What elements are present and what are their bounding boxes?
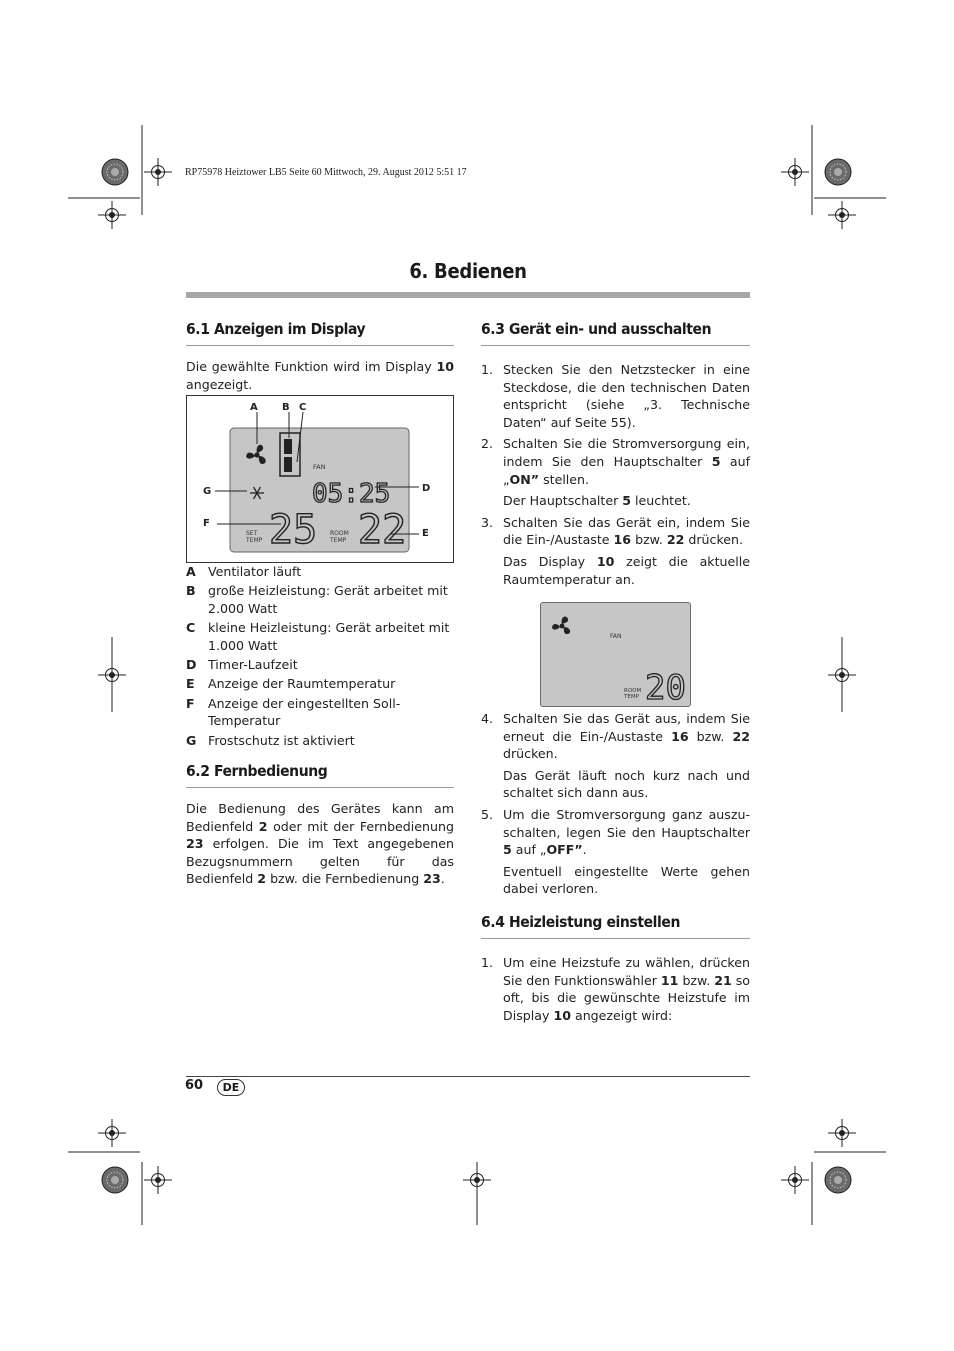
fan-label: FAN [610, 633, 622, 640]
set-temp-label: TEMP [246, 537, 263, 544]
list-item: 2. Schalten Sie die Stromversorgung ein, indem Sie den Hauptschalter 5 auf „ON” stellen. [481, 436, 750, 487]
callout-e: E [422, 528, 429, 539]
fan-label: FAN [313, 463, 326, 471]
list-subtext: Der Hauptschalter 5 leuchtet. [503, 493, 691, 509]
language-badge: DE [217, 1079, 245, 1096]
section-6-3-steps-a [481, 361, 750, 592]
set-label: SET [246, 530, 258, 537]
title-rule [186, 292, 750, 298]
set-temp-readout: 25 [269, 507, 318, 553]
room-temp-label: TEMP [330, 537, 347, 544]
callout-d: D [422, 483, 431, 494]
list-item: 5. Um die Stromversorgung ganz auszu-schalten, legen Sie den Hauptschalter 5 auf „OFF”. [481, 806, 750, 858]
page-title: 6. Bedienen [409, 259, 527, 283]
list-item: 3. Schalten Sie das Gerät ein, indem Sie die Ein-/Austaste 16 bzw. 22 drücken. [481, 514, 750, 548]
legend-item: F Anzeige der eingestellten Soll-Temperatur [186, 695, 401, 729]
print-slug: RP75978 Heiztower LB5 Seite 60 Mittwoch, 29. August 2012 5:51 17 [185, 167, 467, 178]
room-temp-readout: 22 [358, 507, 407, 553]
section-6-1-intro: Die gewählte Funktion wird im Display 10 angezeigt. [186, 359, 454, 392]
section-6-3-title: 6.3 Gerät ein- und ausschalten [481, 320, 750, 346]
list-item: 1. Um eine Heizstufe zu wählen, drücken Sie den Funktionswähler 11 bzw. 21 so oft, bis die gewünschte Heizstufe im Display 10 angezeigt wird: [481, 955, 751, 1023]
room-label: ROOM [624, 688, 642, 694]
list-subtext: Eventuell eingestellte Werte gehen dabei verloren. [503, 863, 750, 897]
list-item: 4. Schalten Sie das Gerät aus, indem Sie erneut die Ein-/Austaste 16 bzw. 22 drücken. [481, 711, 750, 762]
room-label: ROOM [330, 530, 349, 537]
display-diagram [186, 395, 454, 563]
display-image-room-temp [540, 602, 691, 707]
callout-c: C [299, 402, 307, 413]
legend-item: E Anzeige der Raumtemperatur [186, 676, 396, 692]
legend-item: C kleine Heizleistung: Gerät arbeitet mit 1.000 Watt [186, 620, 450, 653]
list-subtext: Das Display 10 zeigt die aktuelle Raumtemperatur an. [503, 553, 750, 587]
list-item: 1. Stecken Sie den Netzstecker in eine Steckdose, die den technischen Daten entspricht (siehe „3. Technische Daten“ auf Seite 55). [481, 362, 750, 430]
section-6-4-title: 6.4 Heizleistung einstellen [481, 913, 750, 939]
callout-a: A [250, 402, 258, 413]
fan-icon [552, 617, 570, 635]
footer-rule [186, 1076, 750, 1077]
section-6-2-title: 6.2 Fernbedienung [186, 762, 454, 788]
display-diagram-svg [187, 396, 453, 562]
room-temp-label: TEMP [624, 694, 639, 700]
legend-item: B große Heizleistung: Gerät arbeitet mit 2.000 Watt [186, 583, 448, 616]
section-6-2-text: Die Bedienung des Gerätes kann am Bedienfeld 2 oder mit der Fernbedienung 23 erfolgen. Die im Text angegebenen Bezugsnummern gelten für das Bedienfeld 2 bzw. die Fernbedienung 23. [186, 801, 454, 887]
section-6-3-steps-b [481, 710, 750, 902]
section-6-4-steps [481, 954, 750, 1028]
display-image-svg [541, 603, 690, 706]
legend-item: D Timer-Laufzeit [186, 657, 298, 673]
callout-g: G [203, 486, 212, 497]
legend-item: A Ventilator läuft [186, 564, 302, 579]
display-legend [186, 563, 456, 751]
ref-number: 10 [436, 359, 454, 374]
section-6-1-title: 6.1 Anzeigen im Display [186, 320, 454, 346]
page-number: 60 [185, 1078, 204, 1093]
callout-b: B [282, 402, 290, 413]
callout-f: F [203, 518, 210, 529]
list-subtext: Das Gerät läuft noch kurz nach und schaltet sich dann aus. [503, 767, 750, 801]
legend-item: G Frostschutz ist aktiviert [186, 732, 355, 748]
room-temp-readout: 20 [645, 668, 686, 706]
timer-readout: 05:25 [312, 479, 391, 509]
